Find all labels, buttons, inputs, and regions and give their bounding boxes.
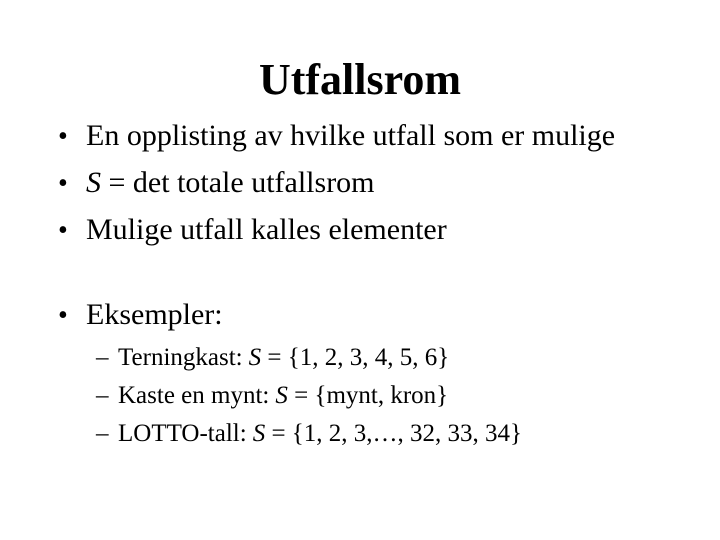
bullet-marker: • [58, 300, 68, 331]
bullet-marker: • [58, 121, 68, 152]
set-variable: S [86, 166, 101, 199]
bullet-item [58, 207, 698, 254]
spacer [58, 254, 698, 292]
bullet-item [58, 292, 698, 339]
example-set: = {mynt, kron} [287, 382, 449, 409]
bullet-text: Eksempler: [86, 298, 223, 331]
set-variable: S [252, 420, 266, 447]
set-variable: S [275, 382, 288, 409]
bullet-text-rest: = det totale utfallsrom [101, 166, 375, 199]
example-item [96, 377, 698, 415]
example-list [96, 339, 698, 453]
bullet-text: Mulige utfall kalles elementer [86, 213, 447, 246]
example-label: LOTTO-tall: [118, 420, 247, 447]
example-label: Terningkast: [118, 344, 243, 371]
example-item [96, 339, 698, 377]
dash-marker: – [96, 344, 109, 371]
example-item [96, 415, 698, 453]
slide-title: Utfallsrom [258, 55, 462, 104]
set-variable: S [248, 344, 262, 371]
bullet-item [58, 113, 698, 160]
bullet-marker: • [58, 168, 68, 199]
bullet-text: En opplisting av hvilke utfall som er mulige [86, 119, 616, 152]
dash-marker: – [96, 382, 109, 409]
example-set: = {1, 2, 3,…, 32, 33, 34} [265, 420, 523, 447]
bullet-text [86, 160, 375, 206]
bullet-marker: • [58, 215, 68, 246]
bullet-item [58, 160, 698, 207]
dash-marker: – [96, 420, 109, 447]
example-label: Kaste en mynt: [118, 382, 270, 409]
bullet-list [58, 113, 698, 453]
example-set: = {1, 2, 3, 4, 5, 6} [261, 344, 450, 371]
